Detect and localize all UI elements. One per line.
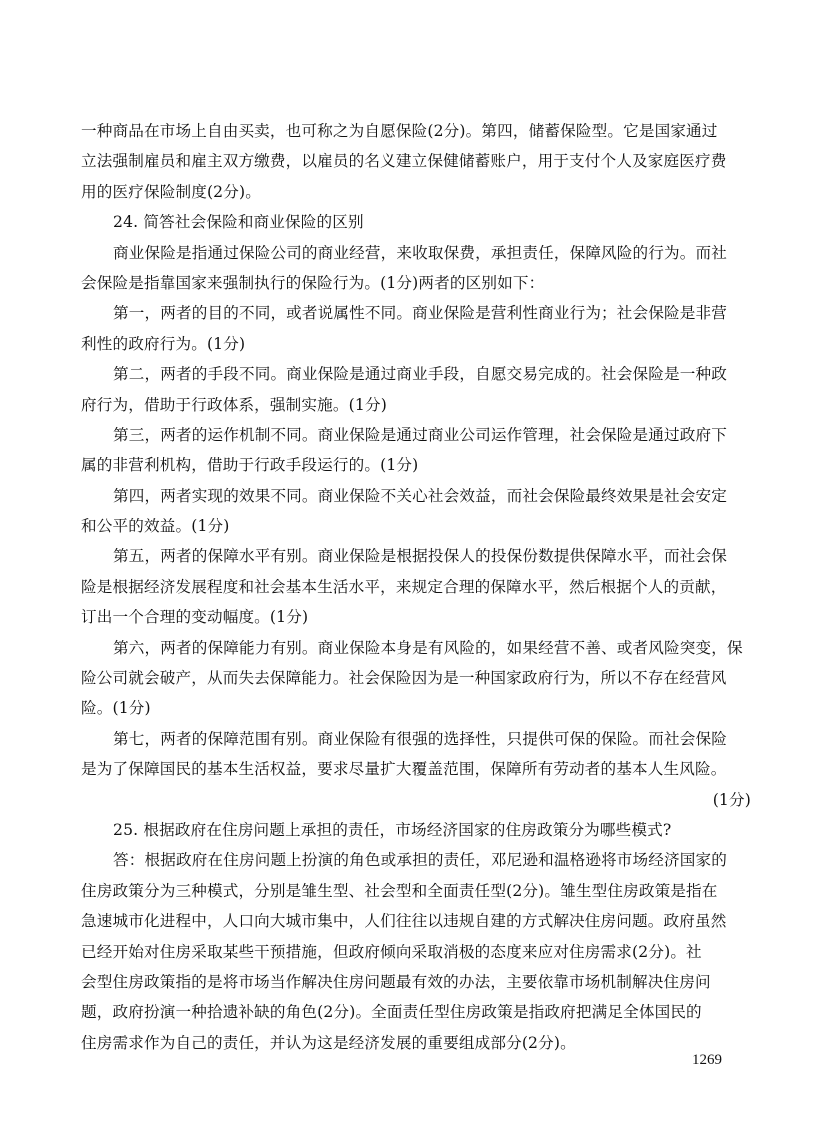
- text-line: 商业保险是指通过保险公司的商业经营，来收取保费，承担责任，保障风险的行为。而社: [113, 243, 728, 262]
- text-line: 急速城市化进程中，人口向大城市集中，人们往往以违规自建的方式解决住房问题。政府虽然: [81, 912, 727, 931]
- text-line: 已经开始对住房采取某些干预措施，但政府倾向采取消极的态度来应对住房需求(2分)。社: [81, 942, 702, 961]
- text-line: 会保险是指靠国家来强制执行的保险行为。(1分)两者的区别如下：: [81, 273, 545, 292]
- text-line: 一种商品在市场上自由买卖，也可称之为自愿保险(2分)。第四，储蓄保险型。它是国家通过: [81, 122, 718, 140]
- text-line: 府行为，借助于行政体系，强制实施。(1分): [81, 395, 387, 414]
- text-line: 利性的政府行为。(1分): [81, 334, 246, 353]
- text-line: 会型住房政策指的是将市场当作解决住房问题最有效的办法，主要依靠市场机制解决住房问: [81, 972, 711, 991]
- text-line: 住房政策分为三种模式，分别是雏生型、社会型和全面责任型(2分)。雏生型住房政策是指在: [81, 881, 718, 900]
- text-line: 和公平的效益。(1分): [81, 517, 230, 536]
- document-body: [81, 116, 751, 1058]
- text-line: 第六，两者的保障能力有别。商业保险本身是有风险的，如果经营不善、或者风险突变，保: [113, 638, 743, 657]
- text-line: 第五，两者的保障水平有别。商业保险是根据投保人的投保份数提供保障水平，而社会保: [113, 547, 728, 566]
- text-line: 第一，两者的目的不同，或者说属性不同。商业保险是营利性商业行为；社会保险是非营: [113, 304, 728, 323]
- text-line: 住房需求作为自己的责任，并认为这是经济发展的重要组成部分(2分)。: [81, 1033, 576, 1052]
- text-line: 题，政府扮演一种拾遗补缺的角色(2分)。全面责任型住房政策是指政府把满足全体国民的: [81, 1003, 702, 1022]
- text-line: (1分): [712, 790, 751, 809]
- text-line: 险公司就会破产，从而失去保障能力。社会保险因为是一种国家政府行为，所以不存在经营风: [81, 669, 727, 688]
- text-line: 答：根据政府在住房问题上扮演的角色或承担的责任，邓尼逊和温格逊将市场经济国家的: [113, 851, 728, 870]
- text-line: 险是根据经济发展程度和社会基本生活水平，来规定合理的保障水平，然后根据个人的贡献，: [81, 577, 727, 596]
- text-line: 订出一个合理的变动幅度。(1分): [81, 608, 309, 627]
- text-line: 24. 简答社会保险和商业保险的区别: [113, 213, 364, 232]
- page-number: 1269: [692, 1052, 722, 1068]
- text-line: 第七，两者的保障范围有别。商业保险有很强的选择性，只提供可保的保险。而社会保险: [113, 729, 728, 748]
- text-line: 第二，两者的手段不同。商业保险是通过商业手段，自愿交易完成的。社会保险是一种政: [113, 365, 728, 384]
- text-line: 立法强制雇员和雇主双方缴费，以雇员的名义建立保健储蓄账户，用于支付个人及家庭医疗费: [81, 152, 727, 171]
- text-line: 险。(1分): [81, 699, 151, 718]
- text-line: 是为了保障国民的基本生活权益，要求尽量扩大覆盖范围，保障所有劳动者的基本人生风险。: [81, 760, 727, 779]
- text-line: 第四，两者实现的效果不同。商业保险不关心社会效益，而社会保险最终效果是社会安定: [113, 486, 728, 505]
- text-line: 用的医疗保险制度(2分)。: [81, 182, 261, 201]
- text-line: 属的非营利机构，借助于行政手段运行的。(1分): [81, 456, 419, 475]
- text-line: 第三，两者的运作机制不同。商业保险是通过商业公司运作管理，社会保险是通过政府下: [113, 425, 728, 444]
- text-line: 25. 根据政府在住房问题上承担的责任，市场经济国家的住房政策分为哪些模式?: [113, 820, 672, 839]
